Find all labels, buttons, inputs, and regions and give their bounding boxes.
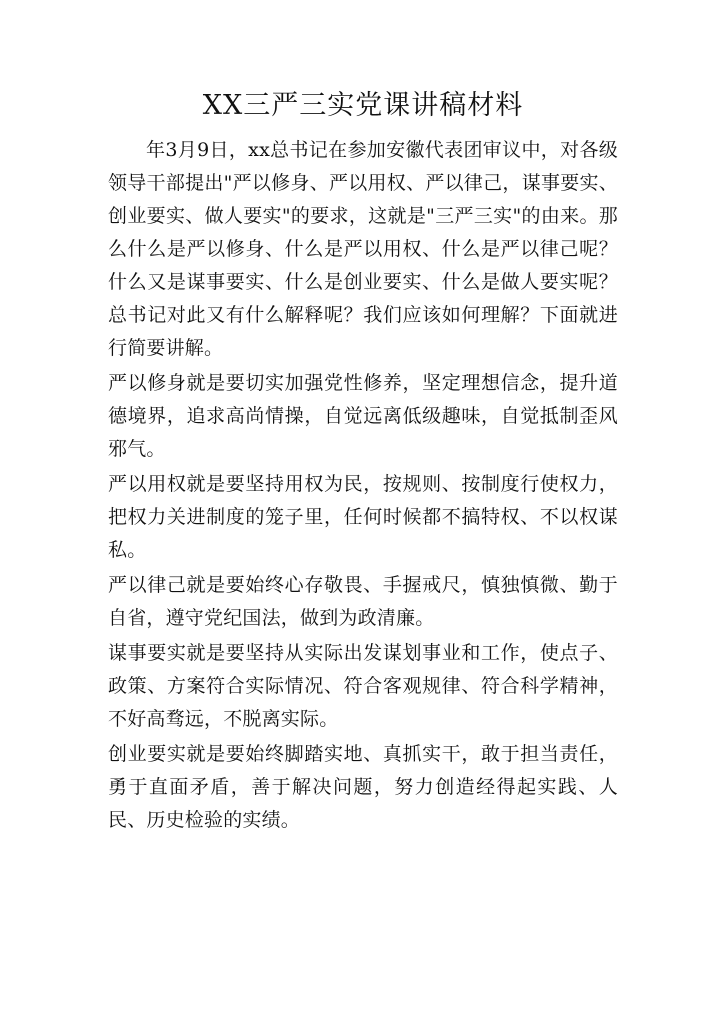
paragraph-practical-enterprise: 创业要实就是要始终脚踏实地、真抓实干，敢于担当责任，勇于直面矛盾，善于解决问题，努力创造经得起实践、人民、历史检验的实绩。 bbox=[108, 743, 618, 831]
paragraph-strict-self-cultivation: 严以修身就是要切实加强党性修养，坚定理想信念，提升道德境界，追求高尚情操，自觉远离低级趣味，自觉抵制歪风邪气。 bbox=[108, 372, 618, 460]
document-title: XX三严三实党课讲稿材料 bbox=[202, 90, 524, 121]
paragraph-intro: 年3月9日，xx总书记在参加安徽代表团审议中，对各级领导干部提出"严以修身、严以用权、严以律己，谋事要实、创业要实、做人要实"的要求，这就是"三严三实"的由来。那么什么是严以修身、什么是严以用权、什么是严以律己呢？什么又是谋事要实、什么是创业要实、什么是做人要实呢？总书记对此又有什么解释呢？我们应该如何理解？下面就进行简要讲解。 bbox=[108, 139, 618, 359]
document-page bbox=[108, 86, 618, 839]
paragraph-strict-self-discipline: 严以律己就是要始终心存敬畏、手握戒尺，慎独慎微、勤于自省，遵守党纪国法，做到为政清廉。 bbox=[108, 574, 618, 629]
paragraph-strict-use-of-power: 严以用权就是要坚持用权为民，按规则、按制度行使权力，把权力关进制度的笼子里，任何时候都不搞特权、不以权谋私。 bbox=[108, 473, 618, 561]
paragraph-practical-planning: 谋事要实就是要坚持从实际出发谋划事业和工作，使点子、政策、方案符合实际情况、符合客观规律、符合科学精神，不好高骛远，不脱离实际。 bbox=[108, 642, 618, 730]
